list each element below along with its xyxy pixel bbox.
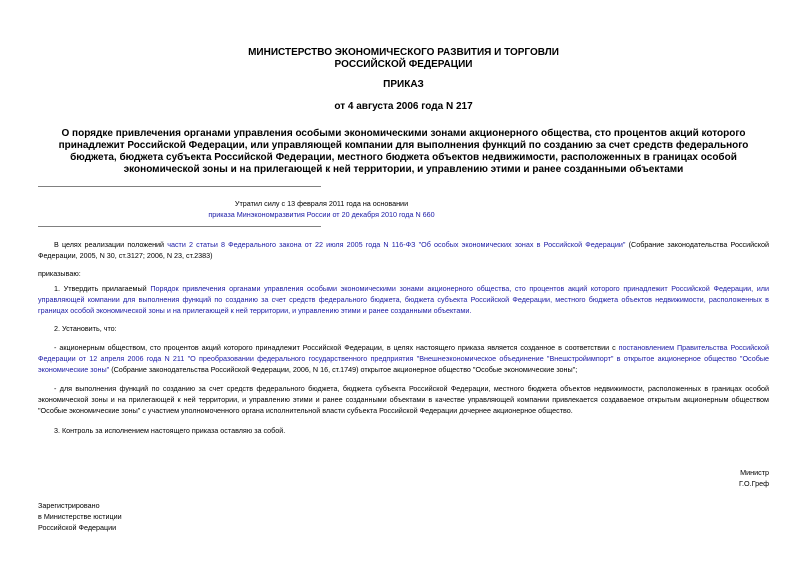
- preamble-suffix: (Собрание законодательства Российской Федерации, 2005, N 30, ст.3127; 2006, N 23, ст.2383): [38, 240, 769, 260]
- paragraph-item-1: [38, 283, 769, 316]
- revocation-link[interactable]: приказа Минэкономразвития России от 20 декабря 2010 года N 660: [208, 210, 435, 219]
- registration-line-2: в Министерстве юстиции: [38, 512, 122, 521]
- paragraph-item-2-b: - для выполнения функций по созданию за счет средств федерального бюджета, бюджета субъекта Российской Федерации, местного бюджета объектов недвижимости, расположенных в границах особой экономической зоны и на прилегающей к ней территории, и управлению этими и ранее созданными объектами в качестве управляющей компании привлекается создаваемое открытым акционерным обществом "Особые экономические зоны" с участием уполномоченного органа исполнительной власти субъекта Российской Федерации дочернее акционерное общество.: [38, 384, 769, 415]
- preamble-prefix: В целях реализации положений: [54, 240, 168, 249]
- registration-line-1: Зарегистрировано: [38, 501, 100, 510]
- signature-name: Г.О.Греф: [739, 479, 769, 488]
- registration-line-3: Российской Федерации: [38, 523, 117, 532]
- item-2a-prefix: - акционерным обществом, сто процентов акций которого принадлежит Российской Федерации, в целях настоящего приказа является созданное в соответствии с: [54, 343, 619, 352]
- law-link[interactable]: части 2 статьи 8 Федерального закона от 22 июля 2005 года N 116-ФЗ "Об особых экономических зонах в Российской Федерации": [167, 240, 626, 249]
- paragraph-item-2-a: [38, 342, 769, 375]
- document-title: О порядке привлечения органами управления особыми экономическими зонами акционерного общества, сто процентов акций которого принадлежит Российской Федерации, или управляющей компании для выполнения функций по созданию за счет средств федерального бюджета, бюджета субъекта Российской Федерации, местного бюджета объектов недвижимости, расположенных в границах особой экономической зоны и на прилегающей к ней территории, и управлению этими и ранее созданными объектами: [58, 128, 749, 175]
- paragraph-item-3: 3. Контроль за исполнением настоящего приказа оставляю за собой.: [54, 426, 286, 435]
- signature-block: [739, 467, 769, 489]
- ministry-line-1: МИНИСТЕРСТВО ЭКОНОМИЧЕСКОГО РАЗВИТИЯ И ТОРГОВЛИ: [248, 47, 559, 58]
- procedure-link[interactable]: Порядок привлечения органами управления особыми экономическими зонами акционерного общества, сто процентов акций которого принадлежит Российской Федерации, или управляющей компании для выполнения функций по созданию за счет средств федерального бюджета, бюджета субъекта Российской Федерации, местного бюджета объектов недвижимости, расположенных в границах особой экономической зоны и на прилегающей к ней территории, и управлению этими и ранее созданными объектами.: [38, 284, 769, 315]
- item-1-prefix: 1. Утвердить прилагаемый: [54, 284, 151, 293]
- ministry-heading: [38, 47, 769, 71]
- signature-position: Министр: [740, 468, 769, 477]
- divider-bottom: [38, 226, 321, 227]
- document-type: ПРИКАЗ: [383, 79, 424, 90]
- ministry-line-2: РОССИЙСКОЙ ФЕДЕРАЦИИ: [334, 59, 473, 70]
- revocation-note: [38, 198, 605, 220]
- paragraph-preamble: [38, 239, 769, 261]
- revocation-text: Утратил силу с 13 февраля 2011 года на основании: [234, 199, 409, 208]
- document-date-number: от 4 августа 2006 года N 217: [334, 101, 473, 112]
- paragraph-item-2: 2. Установить, что:: [54, 324, 117, 333]
- paragraph-order: приказываю:: [38, 269, 81, 278]
- resolution-link[interactable]: постановлением Правительства Российской Федерации от 12 апреля 2006 года N 211 "О преобразовании федерального государственного предприятия "Внешнеэкономическое объединение "Внешстройимпорт" в открытое акционерное общество "Особые экономические зоны": [38, 343, 769, 374]
- divider-top: [38, 186, 321, 187]
- item-2a-suffix: (Собрание законодательства Российской Федерации, 2006, N 16, ст.1749) открытое акционерное общество "Особые экономические зоны";: [109, 365, 578, 374]
- registration-block: [38, 500, 122, 533]
